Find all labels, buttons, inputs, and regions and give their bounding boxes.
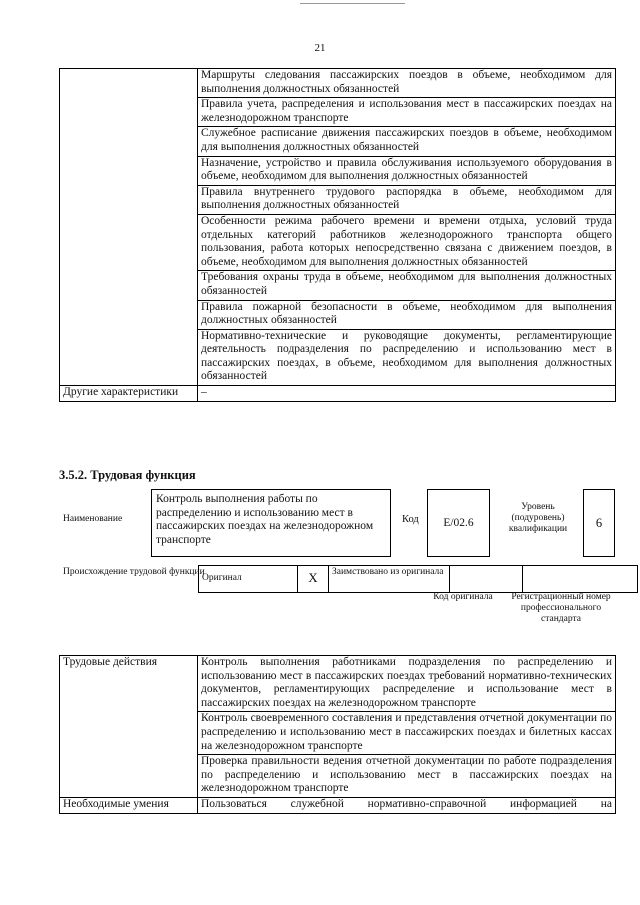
- name-label: Наименование: [63, 514, 123, 524]
- knowledge-item: Правила внутреннего трудового распорядка в объеме, необходимом для выполнения должностных обязанностей: [198, 185, 616, 214]
- knowledge-item: Назначение, устройство и правила обслуживания используемого оборудования в объеме, необходимом для выполнения должностных обязанностей: [198, 156, 616, 185]
- origin-code-cell: [450, 566, 523, 593]
- table-row: [60, 797, 616, 813]
- knowledge-item: Служебное расписание движения пассажирских поездов в объеме, необходимом для выполнения должностных обязанностей: [198, 127, 616, 156]
- action-item: Контроль своевременного составления и представления отчетной документации по распределению и использованию мест в пассажирских поездах и билетных кассах на железнодорожном транспорте: [198, 712, 616, 755]
- origin-table: [198, 565, 638, 593]
- origin-label: Происхождение трудовой функции: [63, 567, 205, 577]
- knowledge-label-cell: [60, 69, 198, 386]
- reg-number-caption: Регистрационный номер профессионального стандарта: [511, 592, 611, 624]
- function-name-box: Контроль выполнения работы по распределению и использованию мест в пассажирских поездах на железнодорожном транспорте: [151, 489, 391, 557]
- other-characteristics-label: Другие характеристики: [60, 386, 198, 402]
- other-characteristics-value: –: [198, 386, 616, 402]
- action-item: Проверка правильности ведения отчетной документации по работе подразделения по распределению и использованию мест в пассажирских поездах на железнодорожном транспорте: [198, 755, 616, 798]
- knowledge-item: Маршруты следования пассажирских поездов в объеме, необходимом для выполнения должностных обязанностей: [198, 69, 616, 98]
- knowledge-item: Правила учета, распределения и использования мест в пассажирских поездах на железнодорожном транспорте: [198, 98, 616, 127]
- knowledge-item: Требования охраны труда в объеме, необходимом для выполнения должностных обязанностей: [198, 271, 616, 300]
- table-row: [60, 656, 616, 712]
- table-row: [60, 386, 616, 402]
- origin-code-caption: Код оригинала: [433, 592, 493, 602]
- knowledge-item: Особенности режима рабочего времени и времени отдыха, условий труда отдельных категорий работников железнодорожного транспорта общего пользования, работа которых непосредственно связана с движением поездов, в объеме, необходимом для выполнения должностных обязанностей: [198, 214, 616, 270]
- actions-label: Трудовые действия: [60, 656, 198, 798]
- skills-label: Необходимые умения: [60, 797, 198, 813]
- level-label: Уровень (подуровень) квалификации: [508, 502, 568, 534]
- actions-table: [59, 655, 616, 814]
- original-mark: X: [298, 566, 329, 593]
- table-row: [60, 69, 616, 98]
- action-item: Контроль выполнения работниками подразделения по распределению и использованию мест в пассажирских поездах требований нормативно-технических документов, регламентирующих распределение и использование мест в пассажирских поездах на железнодорожном транспорте: [198, 656, 616, 712]
- knowledge-item: Правила пожарной безопасности в объеме, необходимом для выполнения должностных обязанностей: [198, 300, 616, 329]
- original-label: Оригинал: [199, 566, 298, 593]
- table-row: [199, 566, 638, 593]
- knowledge-table: [59, 68, 616, 402]
- skill-item: Пользоваться служебной нормативно-справочной информацией на: [198, 797, 616, 813]
- page-number: 21: [314, 42, 326, 54]
- borrowed-label: Заимствовано из оригинала: [329, 566, 450, 593]
- code-value-box: E/02.6: [427, 489, 490, 557]
- knowledge-item: Нормативно-технические и руководящие документы, регламентирующие деятельность подразделения по распределению и использованию мест в пассажирских поездах, в объеме, необходимом для выполнения должностных обязанностей: [198, 329, 616, 385]
- code-label: Код: [402, 514, 419, 525]
- section-heading: 3.5.2. Трудовая функция: [59, 468, 196, 482]
- top-rule: [300, 3, 405, 4]
- level-value-box: 6: [583, 489, 615, 557]
- origin-reg-cell: [523, 566, 638, 593]
